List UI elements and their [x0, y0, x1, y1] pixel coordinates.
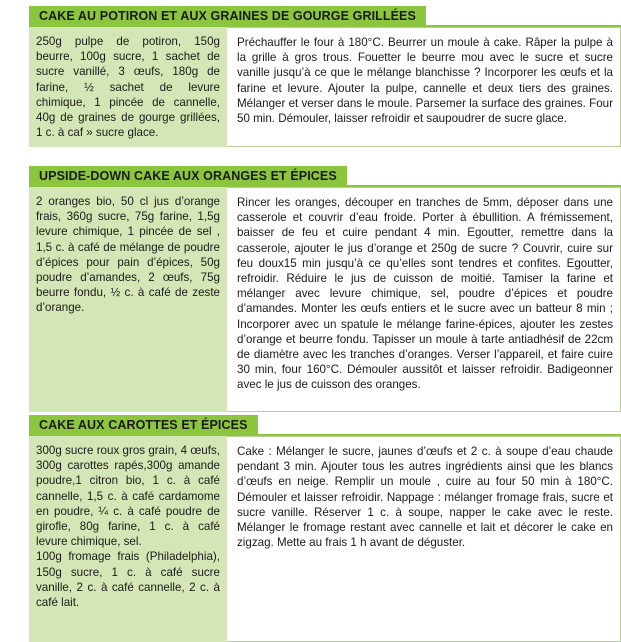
- recipe-header: [0, 166, 621, 187]
- ingredients-panel: [29, 187, 227, 412]
- steps-text: Cake : Mélanger le sucre, jaunes d’œufs et 2 c. à soupe d’eau chaude pendant 3 min. Ajouter tous les autres ingrédients ainsi que les blancs d’œufs en neige. Remplir un moule , cuire au four 50 min à 180°C. Démouler et laisser refroidir. Nappage : mélanger fromage frais, sucre et sucre vanille. Réserver 1 c. à soupe, napper le cake avec le reste. Mélanger le fromage restant avec cannelle et lait et décorer le cake en zigzag. Mette au frais 1 h avant de déguster.: [237, 445, 613, 550]
- recipe-upside-down-cake: [0, 166, 621, 412]
- steps-panel: [227, 436, 621, 642]
- recipe-body: [29, 436, 621, 642]
- ingredients-panel: [29, 27, 227, 147]
- recipe-pumpkin-cake: [0, 6, 621, 147]
- recipe-header: [0, 415, 621, 436]
- recipe-title: UPSIDE-DOWN CAKE AUX ORANGES ET ÉPICES: [29, 166, 347, 187]
- recipe-header: [0, 6, 621, 27]
- ingredients-text-frosting: 100g fromage frais (Philadelphia), 150g sucre, 1 c. à café sucre vanille, 2 c. à café cannelle, 2 c. à café lait.: [36, 550, 220, 610]
- ingredients-text: 300g sucre roux gros grain, 4 œufs, 300g carottes rapés,300g amande poudre,1 citron bio, 1 c. à café cannelle, 1,5 c. à café cardamome en poudre, ¼ c. à café poudre de girofle, 80g farine, 1 c. à café levure chimique, sel.: [36, 444, 220, 549]
- ingredients-text: 250g pulpe de potiron, 150g beurre, 100g sucre, 1 sachet de sucre vanillé, 3 œufs, 180g de farine, ½ sachet de levure chimique, 1 pincée de cannelle, 40g de graines de gourge grillées, 1 c. à caf » sucre glace.: [36, 35, 220, 140]
- recipe-title: CAKE AUX CAROTTES ET ÉPICES: [29, 415, 258, 436]
- steps-panel: [227, 187, 621, 412]
- ingredients-panel: [29, 436, 227, 642]
- steps-text: Préchauffer le four à 180°C. Beurrer un moule à cake. Râper la pulpe à la grille à gros trous. Fouetter le beurre mou avec le sucre et sucre vanille jusqu’à ce que le mélange blanchisse ? Incorporer les œufs et la farine et levure. Ajouter la pulpe, cannelle et deux tiers des graines. Mélanger et verser dans le moule. Parsemer la surface des graines. Four 50 min. Démouler, laisser refroidir et saupoudrer de sucre glace.: [237, 36, 613, 126]
- steps-panel: [227, 27, 621, 147]
- recipe-body: [29, 27, 621, 147]
- recipe-body: [29, 187, 621, 412]
- ingredients-text: 2 oranges bio, 50 cl jus d’orange frais, 360g sucre, 75g farine, 1,5g levure chimique, 1 pincée de sel , 1,5 c. à café de mélange de poudre d’épices pour pain d’épices, 50g poudre d’amandes, 2 œufs, 75g beurre fondu, ½ c. à café de zeste d’orange.: [36, 195, 220, 315]
- recipe-title: CAKE AU POTIRON ET AUX GRAINES DE GOURGE GRILLÉES: [29, 6, 426, 27]
- recipe-carrot-cake: [0, 415, 621, 642]
- steps-text: Rincer les oranges, découper en tranches de 5mm, déposer dans une casserole et couvrir d’eau froide. Porter à ébullition. A frémissement, baisser de feu et cuire pendant 4 min. Egoutter, remettre dans la casserole, ajouter le jus d’orange et 250g de sucre ? Couvrir, cuire sur feu doux15 min jusqu’à ce qu’elles sont tendres et confites. Egoutter, refroidir. Réduire le jus de cuisson de moitié. Tamiser la farine et mélanger avec levure chimique, sel, poudre d’épices et poudre d’amandes. Monter les œufs entiers et le sucre avec un batteur 8 min ; Incorporer avec un spatule le mélange farine-épices, ajouter les zestes d’orange et beurre fondu. Tapisser un moule à tarte antiadhésif de 22cm de diamètre avec les tranches d’oranges. Verser l’appareil, et faire cuire 30 min, four 160°C. Démouler aussitôt et laisser refroidir. Badigeonner avec le jus de cuisson des oranges.: [237, 196, 613, 392]
